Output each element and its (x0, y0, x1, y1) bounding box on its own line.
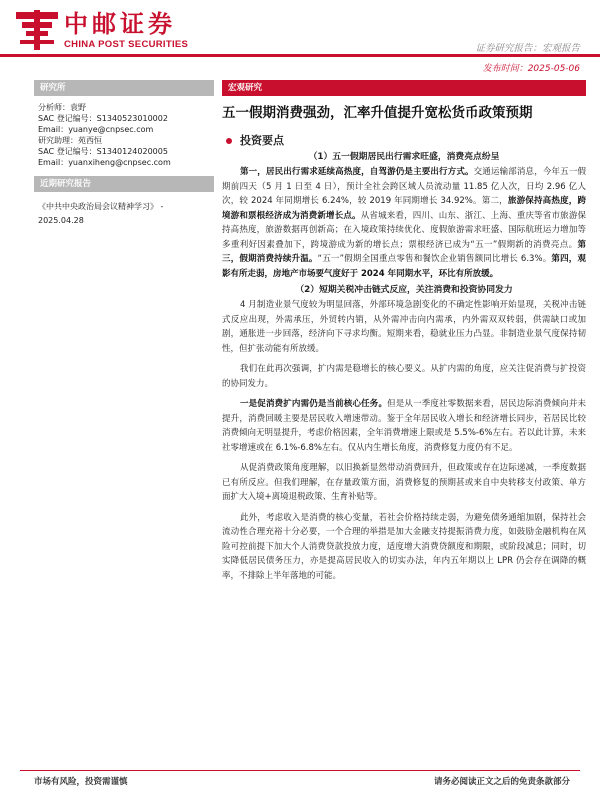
brand-logo (16, 10, 226, 52)
brand-name-cn: 中邮证券 (64, 10, 176, 38)
bold-run: 旅游保持高热度，跨境游和票根经济成为消费新增长点。 (222, 196, 586, 221)
research-institute-heading: 研究所 (34, 80, 214, 96)
analyst-line: 分析师：袁野 (38, 103, 86, 112)
subheading-2: （2）短期关税冲击链式反应，关注消费和投资协同发力 (295, 285, 513, 295)
footer-divider (20, 770, 580, 771)
paragraph-4 (222, 397, 586, 455)
bold-run: 第四，观影有所走弱，房地产市场要气度好于 2024 年同期水平，环比有所放缓。 (222, 254, 586, 279)
paragraph-1 (222, 165, 586, 281)
text-run: 但是从一季度社零数据来看，居民边际消费倾向并未提升，消费回暖主要是居民收入增速带动。鉴于全年居民收入增长和经济增长同步，若居民比较消费倾向无明显提升，考虑价格因素，全年消费增速上限或是 5.5%-6%左右。若以此计算，未来社零增速或在 6.1%-6.8%左右。仅从内生增长角度，消费修复力度仍有不足。 (222, 399, 586, 453)
report-type-tag: 证券研究报告：宏观报告 (475, 43, 580, 54)
legal-disclaimer: 请务必阅读正文之后的免责条款部分 (433, 777, 570, 787)
section-heading (222, 134, 586, 148)
china-post-logo-icon (16, 10, 58, 50)
analyst-info (34, 96, 214, 176)
paragraph-3: 我们在此再次强调，扩内需是稳增长的核心要义。从扩内需的角度，应关注促消费与扩投资的协同发力。 (222, 364, 586, 389)
text-run: 从省城来看，四川、山东、浙江、上海、重庆等省市旅游保持高热度，旅游数据再创新高；在入境政策持续优化、度假旅游需求旺盛、国际航班运力增加等多重利好因素叠加下，跨境游成为新的增长点；票根经济已成为“五一”假期新的消费亮点。 (222, 210, 586, 250)
analyst-email[interactable]: Email：yuanxiheng@cnpsec.com (38, 158, 171, 167)
section-heading-text: 投资要点 (240, 134, 284, 147)
brand-name-en: CHINA POST SECURITIES (64, 39, 189, 50)
bold-run: 一是促消费扩内需仍是当前核心任务。 (240, 399, 388, 409)
main-content (222, 80, 586, 583)
analyst-email[interactable]: Email：yuanye@cnpsec.com (38, 125, 154, 134)
paragraph-2: 4 月制造业景气度较为明显回落，外部环境急剧变化的不确定性影响开始显现，关税冲击链式反应出现，外需承压，外贸转内销，从外需冲击向内需承，内外需双双转弱，供需缺口或加剧，通胀进一步回落，经济向下寻求均衡。短期来看，稳就业压力凸显。非制造业景气度保持韧性，但扩张动能有所放缓。 (222, 300, 586, 354)
risk-disclaimer: 市场有风险，投资需谨慎 (34, 777, 128, 787)
publish-date: 发布时间：2025-05-06 (482, 64, 580, 74)
recent-reports-heading: 近期研究报告 (34, 176, 214, 192)
analyst-line: SAC 登记编号：S1340523010002 (38, 114, 168, 123)
recent-report-link[interactable]: 《中共中央政治局会议精神学习》 - (38, 202, 164, 211)
recent-reports-list (34, 192, 214, 228)
header-divider (0, 54, 600, 57)
recent-report-date: 2025.04.28 (38, 216, 84, 225)
subheading-1: （1）五一假期居民出行需求旺盛，消费亮点纷呈 (308, 152, 500, 162)
bold-run: 第三，假期消费持续升温。 (222, 239, 586, 264)
paragraph-5: 从促消费政策角度理解，以旧换新显然带动消费回升，但政策或存在边际递减，一季度数据已有所反应。但我们理解，在存量政策方面，消费修复的预期甚或来自中央转移支付政策、单方面扩大入境+离境退税政策、生育补贴等。 (222, 463, 586, 502)
sidebar (34, 80, 214, 228)
bold-run: 第一，居民出行需求延续高热度，自驾游仍是主要出行方式。 (240, 167, 474, 177)
category-tag: 宏观研究 (222, 80, 586, 96)
analyst-line: 研究助理：苑西恒 (38, 136, 102, 145)
bullet-dot-icon (226, 138, 232, 144)
report-title: 五一假期消费强劲，汇率升值提升宽松货币政策预期 (222, 105, 533, 121)
text-run: “五一”假期全国重点零售和餐饮企业销售额同比增长 6.3%。 (317, 254, 552, 264)
analyst-line: SAC 登记编号：S1340124020005 (38, 147, 168, 156)
text-run: 交通运输部消息，今年五一假期前四天（5 月 1 日至 4 日），预计全社会跨区域人员流动量 11.85 亿人次，日均 2.96 亿人次，较 2024 年同期增长 6.24%，较 2019 年同期增长 34.92%。第二， (222, 167, 586, 206)
paragraph-6: 此外，考虑收入是消费的核心变量，若社会价格持续走弱，为避免债务通缩加剧，保持社会流动性合理充裕十分必要，一个合理的举措是加大金融支持提振消费力度，如鼓励金融机构在风险可控前提下加大个人消费贷款投放力度，适度增大消费贷额度和期限，或阶段减息；同时，切实降低居民债务压力，亦是提高居民收入的切实办法，年内五年期以上 LPR 仍会存在调降的概率，不排除上半年落地的可能。 (222, 512, 586, 581)
